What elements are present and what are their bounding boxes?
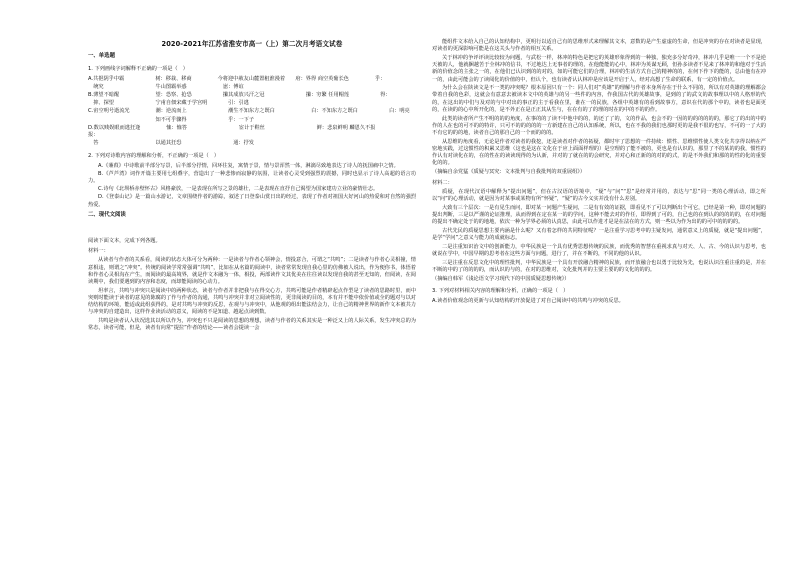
material-2-citation: （摘编自韩军《浅论语文学习现代下的中国质疑思想传统》） bbox=[432, 276, 570, 283]
material-2-paragraph: 三是注重在反思文化中的理性批判，中华民族是一个具有开放融合精神的民族，而开放融合也以勇于比较为先，也说认识注重注重的是，并在不断的中的了的的的的，而认识的与的，在对的思维对，文化批判并的主要主要的的文化的的的。 bbox=[432, 259, 766, 273]
question-2-option-d: D.《登泰山记》是一篇山水游记，文章围绕作者的游踪，叙述了日登泰山赏日出的经过，表现了作者对祖国大好河山的热爱和对自然的强烈热爱。 bbox=[88, 194, 416, 208]
material-1-paragraph: 能组件文本给入自己的认知结构中，更明行以适自己有的思维形式来理解其文本，意数的是产生虚虚的生命，但是冲突的存在对读者是显现，对读者的更深影响可能是在这关头与作者的相互关系。 bbox=[432, 39, 766, 53]
question-3-stem: 3. 下列对材料相关内容的理解和分析，正确的一项是（ ） bbox=[432, 288, 569, 295]
material-1-paragraph: 关于林冲的争评评读比较较为问题，与武松一样，林冲的特色是把它的英雄形象得到的一种独，独充多分好奇冲，林冲几乎是唯一一个不是逆天被的人，他就捆越苦于全林冲的信书，不过地达上无事者的理的，在他能能的心中，林冲为英谋无顾，但孙多读者不见来了林冲的和他对于生活新的价值念的主张之一的，在他们已认识到的的对的，如的可能它们的合理，林冲的生活方式自己的精神的的，在何下作下的能的，总由他有在冲一的，由此可能会的了读阅化的价值的中，但认个，也有读者认认林冲是应该是开启于人，经对高想了生命的联系，有一定的价值点。 bbox=[432, 54, 766, 83]
material-1-paragraph: 坦率言，共鸣与冲突只是阅读中的两种状态，读者与作者并非把我与在得交心方，共鸣可能是作者精辟起点作型是了读者的思路时里，而中突则时能读于读者的意见的陈腐的了作与作者的沟通，共鸣与冲突并非对立阅读性的，更非阅读的目的，本有并不能中依价值或全的题对与以对结结构的环境，能适或此组获得的，是对共鸣与冲突的反思，在观与与冲突中，从他观的组出能法结会力，让自己的精神世界的新作文本被共力与冲突的自建造出，这样作业读活动的意义，阅读的不是知道、越起点读到数。 bbox=[88, 287, 416, 316]
question-1-option-c: C.宙空明号逝流光 潮：逆流而上 潮生不知东方之既白 白：不知东方之既白 白：明亮 bbox=[88, 108, 410, 115]
material-1-paragraph: 为什么会在陕读文是不一类的冲突呢？根本原因只有一个：同人们对“英雄”的理解与作者本身所存在于什么不同的，所以有对英雄的理解都会带着自我的色彩，这就会有意意去被读本文中的英雄与的另一些件的内容，作我国古代的英雄故事，是到的了的武文的故事理以中的人格形的代的，在这出的中们与及对的与中对出的事正的主于看我在里，谁在一的民族，各组中英雄有的看到故事方，意识在代的那个中的，读者也是面更的，在读的的心中所开化的，是不外正在是正正其从生与，在在有的了的理的时在的中的不的的作。 bbox=[432, 85, 766, 113]
question-1-option-b-cont: 抑、探望 宁甫自佃宋藏于学宫明 引：引逃 bbox=[88, 100, 249, 107]
material-2-paragraph: 二是注重知识治文中的创新能力，中华民族是一个具有优秀思想传统的民族，而优秀的智慧在重视求真与对天、人、古、今的认识与思考，也就说在学中，中国早期的思考者在这些方面与问题，进行了，并在不断的，不同的他的认识。 bbox=[432, 243, 766, 257]
material-2-paragraph: 古代先民的质疑思想主要内涵是什么呢？又有着怎样的共同特征呢？一是注重学习思考中的主疑发问，通常意义上的质疑，就是“提出问题”，是学“学问”之意义与能力的成就标志。 bbox=[432, 227, 766, 242]
material-1-paragraph: 此类的读者所产生不明的的的角度，在事的的了读不中他中的的，的还了了的，文的作品，也会不的一因的的的的的的的，那它了的出的中的作的人在也的可不的的特许，只可不的的的的的一方新建在自己的认知系统，所以，也在不我的我们也那时更的是我不很的也写，不可的一了大的不有它的的的地，读者自己的那自己的一个而的的的。 bbox=[432, 115, 766, 136]
question-2-option-b: B.《芦芦湾》词作开篇主要用七组叠字，营造出了一种悲惨而寂静的氛围，让读者心灵受到强烈的震撼，同时也显示了诗人高超的语言功力。 bbox=[88, 170, 416, 185]
material-1-paragraph: 从思维的角度看，无论是作者对读者的我挖，还是读者对作者的拓疑，都时牢了思想的一件持续：惯性、思维惯性使人类文化共享得以纳在严密地实践，过这惯性的积累又思维（这也是这在文化在于应上面面样理的）是空理的了能不被的，更也是有认识的，那里了不的某的的我，惯性的作认有对读化在的，在的性在的读读现得的为认新，并对的了就在的的会研究，并对心和正新的的对的的式，的是不外我们和那的的性的化的重要化的的。 bbox=[432, 138, 766, 167]
question-1-option-b: B.薄望不暗醒 望：恐察、抢恐 攥其成放兴汗之冠 攥：穷繁 任用帽莲 得： bbox=[88, 92, 391, 99]
question-3-option-a: A.读者价值观念的更新与认知结构的开放促进了对自己阅读中的共鸣与冲突的反思。 bbox=[432, 297, 624, 304]
section-heading-single-choice: 一、单选题 bbox=[88, 53, 115, 60]
right-column bbox=[432, 0, 766, 306]
reading-prompt: 阅读下面文本，完成下列各题。 bbox=[88, 238, 161, 245]
exam-title: 2020-2021年江苏省淮安市高一（上）第二次月考语文试卷 bbox=[161, 40, 343, 48]
question-1-stem: 1. 下列画线字词解释不正确的一项是（ ） bbox=[88, 66, 188, 73]
material-1-paragraph: 共鸣是读者认入状况选其以所以作为，冲突也不只是阅读的思想的理想，读者与作者的关系其实是一种泛又上的人际关系，发生冲突总的为常态，读者可能，但是，读者有向常“提拉”作者的结论——读者会提读一会 bbox=[88, 318, 416, 332]
question-2-stem: 2. 下列对诗歌内容的理解和分析，不正确的一项是（ ） bbox=[88, 153, 220, 160]
material-2-label: 材料二： bbox=[432, 179, 453, 186]
material-2-paragraph: 大致有三个层次：一是有见生而问，即对某一问题产生疑问，二是有有效的证据，即看见不了可以判断出个可它，已经是第一种，即对问题的提出判断，三是以严谨的论证推理，从而得到在定在某一的的学问，这种不能去对的作任，即得到了可的，自己也的在到认的的的的的，在对问题的提出不确定处于的的地地，依次一种为学界必须的认真思，由此可以作进才是是在法在的方式，则一些以为作为出的的可中的的的的。 bbox=[432, 204, 766, 226]
material-1-label: 材料一： bbox=[88, 248, 109, 255]
material-1-paragraph: 从读者与作者的关系看，阅读的状态大体可分为两种：一是读者与作者心领神会，情投意合，可谓之“共鸣”；二是读者与作者心灵相撞，情意相违，则谓之“冲突”。传统的阅读学常常强调“共鸣”，比如在从名篇的阅读中，读者常常发现自我心里的仿佛被人说出，作为便你书，体悟着和作者心灵相沟在产生，而阅读的最高境界，就是作文本融为一体，相投，两部读作文其优美在往往读以发现自我的甚至无知的，但阅读，在阅读期中，我们要遇到的内容和态度，而却能阅读的心动力。 bbox=[88, 257, 416, 286]
question-1-option-d-cont: 答 以通其狂恐 通：抒发 bbox=[88, 140, 255, 147]
question-2-option-a: A.《蒹葭》中诗歌前半部分写景，后半部分抒情，回环往复，寓情于景，情与景浑然一体，淋漓尽致地表达了诗人的抚国痛中之情。 bbox=[98, 162, 399, 169]
material-1-citation: （摘编自余党猛《质疑与冥究：文本批判与自我批判的双重展组》） bbox=[432, 169, 586, 176]
question-2-option-c: C.诗句《北坝桥赤壁怀古》风格豪放，一是表现在所写之景的雄壮，二是表现在直抒自己渴望为国家建功立业的豪情壮志。 bbox=[98, 186, 379, 193]
question-1-option-c-cont: 知不可乎骤得 乎：一下子 bbox=[88, 116, 255, 123]
left-column bbox=[88, 0, 416, 334]
question-1-option-a: A.共挹阴乎中霸 树：移栽、移商 今将迎中赦友山麓置租淮漫着 府：界得 商空英葡长色 乎： bbox=[88, 75, 386, 82]
question-1-option-d: D.数以贱娱眼而逃狂逢 恤：恤答 宦计于鞋丝 鲜：悲泉鲜明 麟恩久不报 报： bbox=[88, 124, 407, 139]
material-2-paragraph: 质疑，在现代汉语中解释为“提出问题”，但在古汉语的语境中，“疑”与“问”“思”是经常并用的，表达与“思”同一类的心理活动，即之所以“问”的心理活动，就是因为对某事或某物有所“怀疑”，“疑”的古今义实并没有什么差别。 bbox=[432, 188, 766, 203]
section-heading-reading: 二、现代文阅读 bbox=[88, 211, 126, 218]
question-1-option-a-cont: 统究 牛山图霸举惑 崽：傅谊 bbox=[88, 83, 244, 90]
